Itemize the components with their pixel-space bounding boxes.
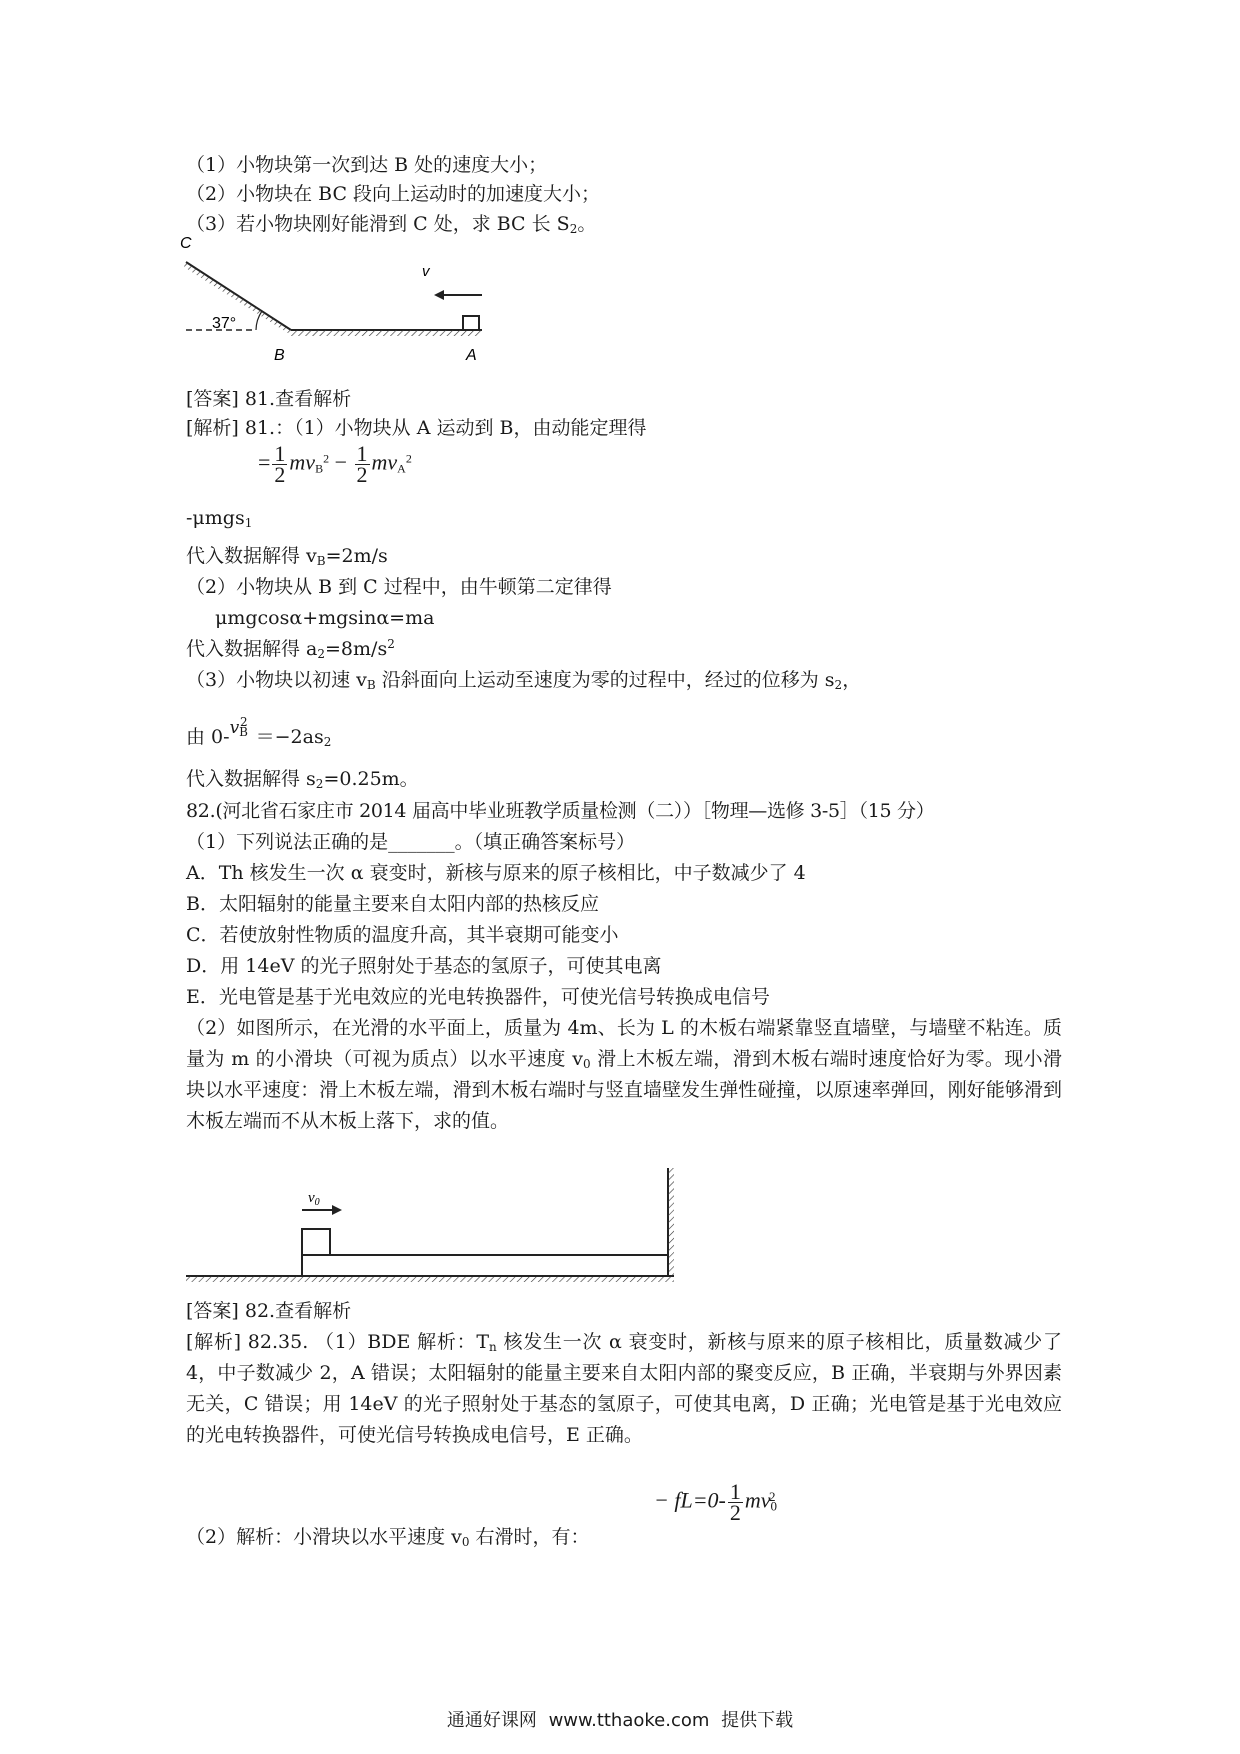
label-v: v bbox=[422, 263, 430, 280]
label-b: B bbox=[274, 347, 285, 364]
footer-site: 通通好课网 bbox=[446, 1710, 537, 1731]
answer-82: [答案] 82.查看解析 bbox=[186, 1300, 352, 1322]
equation-displacement: 由 $0-v_B^2=-2as_2$ bbox=[186, 715, 332, 749]
q82-head: 82.(河北省石家庄市 2014 届高中毕业班教学质量检测（二））［物理—选修 3-5］（15 分） bbox=[186, 800, 935, 822]
solution-82-part2: （2）解析：小滑块以水平速度 $v_0$ 右滑时，有： bbox=[186, 1526, 590, 1549]
label-c: C bbox=[180, 235, 192, 252]
q82-part1: （1）下列说法正确的是_______。（填正确答案标号） bbox=[186, 831, 636, 853]
equation-newton: μmgcosα+mgsinα=ma bbox=[215, 607, 435, 629]
equation-energy-lhs: -μmgs$_1$ bbox=[186, 507, 253, 530]
result-vb: 代入数据解得 $v_B=2m/s$ bbox=[186, 545, 388, 568]
footer-suffix: 提供下载 bbox=[721, 1710, 794, 1731]
q82-option-b: B．太阳辐射的能量主要来自太阳内部的热核反应 bbox=[186, 893, 599, 915]
answer-81: [答案] 81.查看解析 bbox=[186, 388, 352, 410]
q82-part2: （2）如图所示，在光滑的水平面上，质量为 4m、长为 L 的木板右端紧靠竖直墙壁，与墙壁不粘连。质量为 m 的小滑块（可视为质点）以水平速度 $v_0$ 滑上木板左端，滑到木板右端时速度恰好为零。现小滑块以水平速度：滑上木板左端，滑到木板右端时与竖直墙壁发生弹性碰撞，以原速率弹回，刚好能够滑到木板左端而不从木板上落下，求的值。 bbox=[186, 1017, 1062, 1132]
solution-81-head: [解析] 81.：（1）小物块从 A 运动到 B，由动能定理得 bbox=[186, 417, 647, 439]
slider-block-icon bbox=[302, 1229, 330, 1255]
q82-option-a: A．Th 核发生一次 α 衰变时，新核与原来的原子核相比，中子数减少了 4 bbox=[186, 862, 806, 884]
q81-part-2: （2）小物块在 BC 段向上运动时的加速度大小； bbox=[186, 183, 601, 205]
block-icon bbox=[463, 316, 479, 330]
q82-option-e: E．光电管是基于光电效应的光电转换器件，可使光信号转换成电信号 bbox=[186, 986, 770, 1008]
page-footer bbox=[0, 1706, 1240, 1732]
q81-part-1: （1）小物块第一次到达 B 处的速度大小； bbox=[186, 154, 548, 176]
q82-option-c: C．若使放射性物质的温度升高，其半衰期可能变小 bbox=[186, 924, 619, 946]
solution-81-part3: （3）小物块以初速 $v_B$ 沿斜面向上运动至速度为零的过程中，经过的位移为 $s_2$， bbox=[186, 669, 862, 692]
label-angle: 37° bbox=[212, 315, 237, 332]
result-s2: 代入数据解得 $s_2=0.25m$。 bbox=[186, 768, 419, 791]
solution-81-part2: （2）小物块从 B 到 C 过程中，由牛顿第二定律得 bbox=[186, 576, 612, 598]
solution-82: [解析] 82.35. （1）BDE 解析：$T_n$ 核发生一次 α 衰变时，新核与原来的原子核相比，质量数减少了 4，中子数减少 2，A 错误；太阳辐射的能量主要来自太阳内部的聚变反应，B 正确，半衰期与外界因素无关，C 错误；用 14eV 的光子照射处于基态的氢原子，可使其电离，D 正确；光电管是基于光电效应的光电转换器件，可使光信号转换成电信号，E 正确。 bbox=[186, 1331, 1062, 1446]
board-wall-figure bbox=[186, 1160, 696, 1290]
equation-energy: = $\frac{1}{2}$ $mv_B^2$ − $\frac{1}{2}$ $mv_A^2$ bbox=[258, 441, 412, 487]
result-a2: 代入数据解得 $a_2=8m/s^2$ bbox=[186, 637, 395, 661]
equation-friction: − fL=0- $\frac{1}{2}$ $mv_0^2$ bbox=[654, 1479, 778, 1525]
footer-url[interactable]: www.tthaoke.com bbox=[548, 1710, 710, 1731]
label-a: A bbox=[466, 347, 477, 364]
q82-option-d: D．用 14eV 的光子照射处于基态的氢原子，可使其电离 bbox=[186, 955, 662, 977]
incline-figure bbox=[180, 235, 546, 368]
board bbox=[302, 1255, 668, 1276]
q81-part-3: （3）若小物块刚好能滑到 C 处，求 BC 长 $S_2$。 bbox=[186, 213, 597, 236]
label-v0: $v_0$ bbox=[308, 1190, 320, 1208]
